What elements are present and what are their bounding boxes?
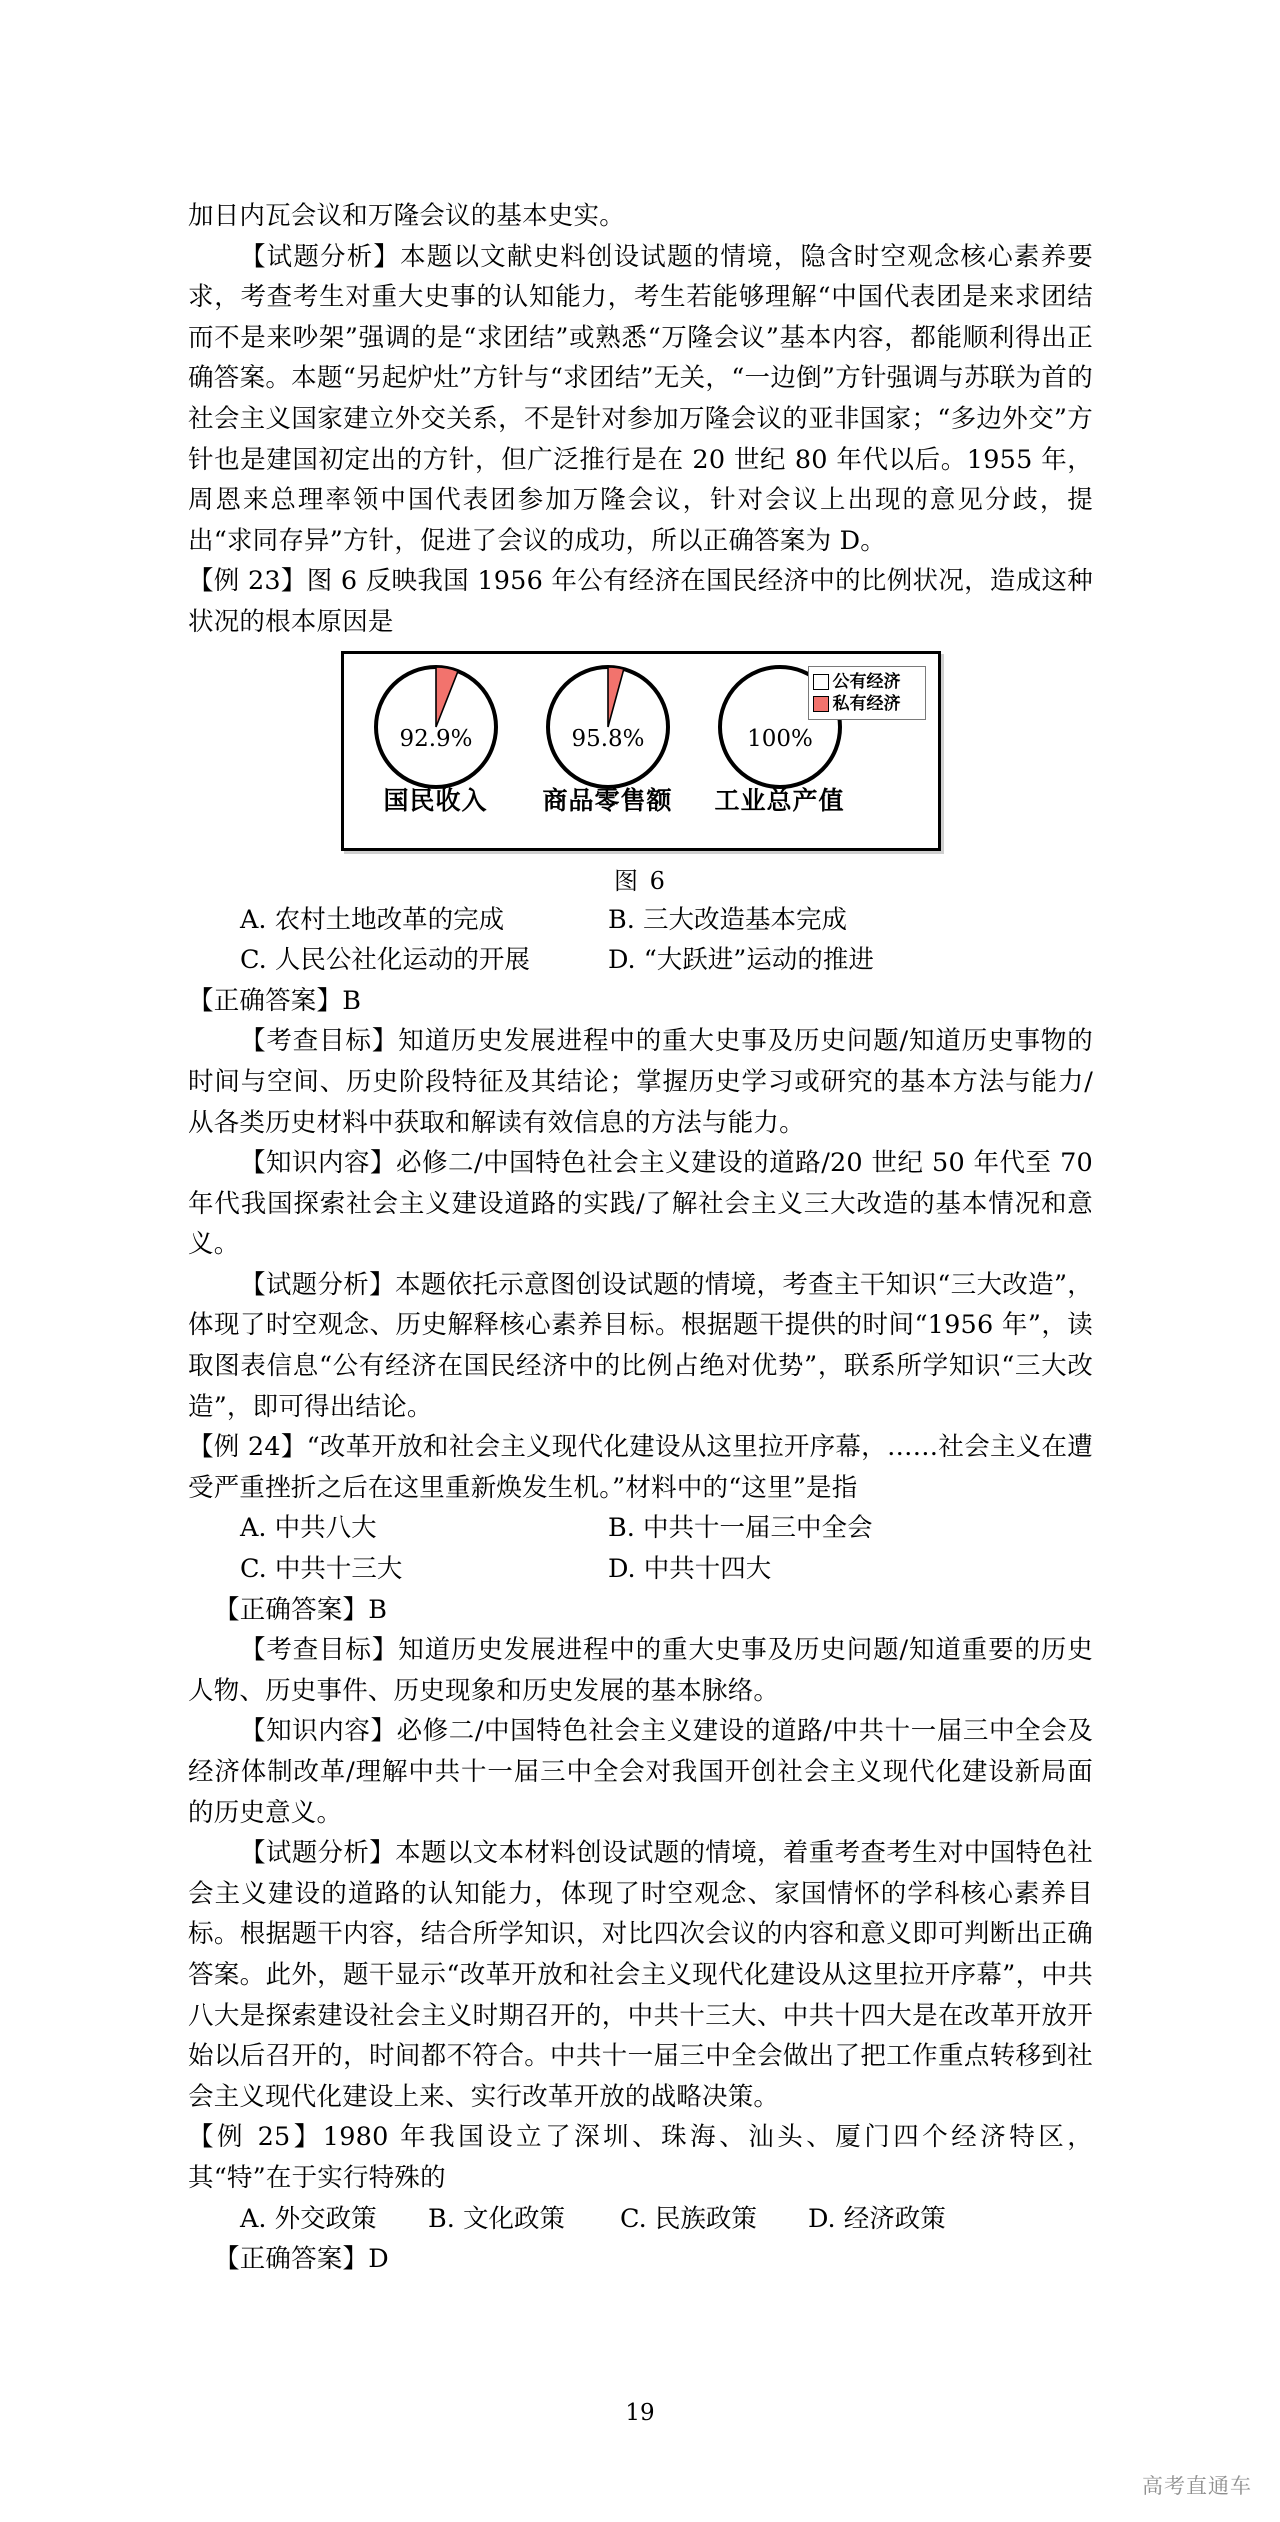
pie-label-1: 国民收入	[383, 785, 488, 815]
question-23-analysis: 【试题分析】本题依托示意图创设试题的情境，考查主干知识“三大改造”，体现了时空观念、历史解释核心素养目标。根据题干提供的时间“1956 年”，读取图表信息“公有经济在国民经济中的比例占绝对优势”，联系所学知识“三大改造”，即可得出结论。	[188, 1269, 1093, 1422]
question-24-goal: 【考查目标】知道历史发展进程中的重大史事及历史问题/知道重要的历史人物、历史事件、历史现象和历史发展的基本脉络。	[188, 1635, 1093, 1706]
question-23-stem: 【例 23】图 6 反映我国 1956 年公有经济在国民经济中的比例状况，造成这种状况的根本原因是	[188, 566, 1093, 637]
pie-chart-national-income	[362, 662, 510, 816]
question-24-answer: 【正确答案】B	[214, 1594, 388, 1625]
option-25-d: D. 经济政策	[808, 2203, 946, 2234]
question-25-answer: 【正确答案】D	[214, 2244, 389, 2275]
pie-label-3: 工业总产值	[714, 785, 845, 815]
pie-svg-1	[371, 662, 501, 792]
pie-value-1: 92.9%	[398, 725, 473, 752]
question-25-options-row	[188, 2199, 1093, 2240]
option-23-b: B. 三大改造基本完成	[608, 904, 847, 935]
question-25-stem: 【例 25】1980 年我国设立了深圳、珠海、汕头、厦门四个经济特区，其“特”在于实行特殊的	[188, 2122, 1093, 2193]
question-24-knowledge: 【知识内容】必修二/中国特色社会主义建设的道路/中共十一届三中全会及经济体制改革/理解中共十一届三中全会对我国开创社会主义现代化建设新局面的历史意义。	[188, 1716, 1093, 1828]
option-25-c: C. 民族政策	[620, 2203, 757, 2234]
option-24-a: A. 中共八大	[240, 1513, 377, 1544]
option-23-c: C. 人民公社化运动的开展	[240, 945, 530, 976]
legend-item-private	[813, 693, 919, 715]
question-23-answer: 【正确答案】B	[188, 985, 362, 1016]
option-24-d: D. 中共十四大	[608, 1554, 772, 1585]
option-25-b: B. 文化政策	[428, 2203, 565, 2234]
watermark: 高考直通车	[1142, 2474, 1252, 2498]
option-24-c: C. 中共十三大	[240, 1554, 403, 1585]
question-23-goal: 【考查目标】知道历史发展进程中的重大史事及历史问题/知道历史事物的时间与空间、历史阶段特征及其结论；掌握历史学习或研究的基本方法与能力/从各类历史材料中获取和解读有效信息的方法与能力。	[188, 1026, 1093, 1138]
question-23-options-row-2	[188, 940, 1093, 981]
option-23-d: D. “大跃进”运动的推进	[608, 945, 874, 976]
question-24-options-row-1	[188, 1508, 1093, 1549]
paragraph-analysis-q22: 【试题分析】本题以文献史料创设试题的情境，隐含时空观念核心素养要求，考查考生对重大史事的认知能力，考生若能够理解“中国代表团是来求团结而不是来吵架”强调的是“求团结”或熟悉“万隆会议”基本内容，都能顺利得出正确答案。本题“另起炉灶”方针与“求团结”无关，“一边倒”方针强调与苏联为首的社会主义国家建立外交关系，不是针对参加万隆会议的亚非国家；“多边外交”方针也是建国初定出的方针，但广泛推行是在 20 世纪 80 年代以后。1955 年，周恩来总理率领中国代表团参加万隆会议，针对会议上出现的意见分歧，提出“求同存异”方针，促进了会议的成功，所以正确答案为 D。	[188, 241, 1093, 556]
legend-label-private: 私有经济	[832, 693, 901, 714]
question-24-stem: 【例 24】“改革开放和社会主义现代化建设从这里拉开序幕，……社会主义在遭受严重挫折之后在这里重新焕发生机。”材料中的“这里”是指	[188, 1432, 1093, 1503]
question-24-options-row-2	[188, 1549, 1093, 1590]
paragraph-continuation: 加日内瓦会议和万隆会议的基本史实。	[188, 201, 625, 231]
pie-label-2: 商品零售额	[542, 785, 673, 815]
question-23-options-row-1	[188, 900, 1093, 941]
chart-legend	[808, 666, 926, 720]
legend-swatch-public-icon	[813, 674, 829, 690]
figure-caption: 图 6	[614, 866, 667, 895]
legend-swatch-private-icon	[813, 696, 829, 712]
question-23-knowledge: 【知识内容】必修二/中国特色社会主义建设的道路/20 世纪 50 年代至 70 年代我国探索社会主义建设道路的实践/了解社会主义三大改造的基本情况和意义。	[188, 1148, 1093, 1260]
pie-chart-retail-sales	[534, 662, 682, 816]
option-24-b: B. 中共十一届三中全会	[608, 1513, 873, 1544]
page-content	[188, 196, 1093, 2280]
pie-value-2: 95.8%	[570, 725, 645, 752]
legend-label-public: 公有经济	[832, 671, 901, 692]
page-number: 19	[625, 2400, 655, 2426]
option-23-a: A. 农村土地改革的完成	[240, 904, 505, 935]
pie-value-3: 100%	[746, 725, 813, 752]
legend-item-public	[813, 671, 919, 693]
figure-6	[188, 651, 1093, 851]
question-24-analysis: 【试题分析】本题以文本材料创设试题的情境，着重考查考生对中国特色社会主义建设的道路的认知能力，体现了时空观念、家国情怀的学科核心素养目标。根据题干内容，结合所学知识，对比四次会议的内容和意义即可判断出正确答案。此外，题干显示“改革开放和社会主义现代化建设从这里拉开序幕”，中共八大是探索建设社会主义时期召开的，中共十三大、中共十四大是在改革开放开始以后召开的，时间都不符合。中共十一届三中全会做出了把工作重点转移到社会主义现代化建设上来、实行改革开放的战略决策。	[188, 1838, 1093, 2112]
option-25-a: A. 外交政策	[240, 2203, 377, 2234]
pie-svg-2	[543, 662, 673, 792]
figure-6-frame	[341, 651, 941, 851]
